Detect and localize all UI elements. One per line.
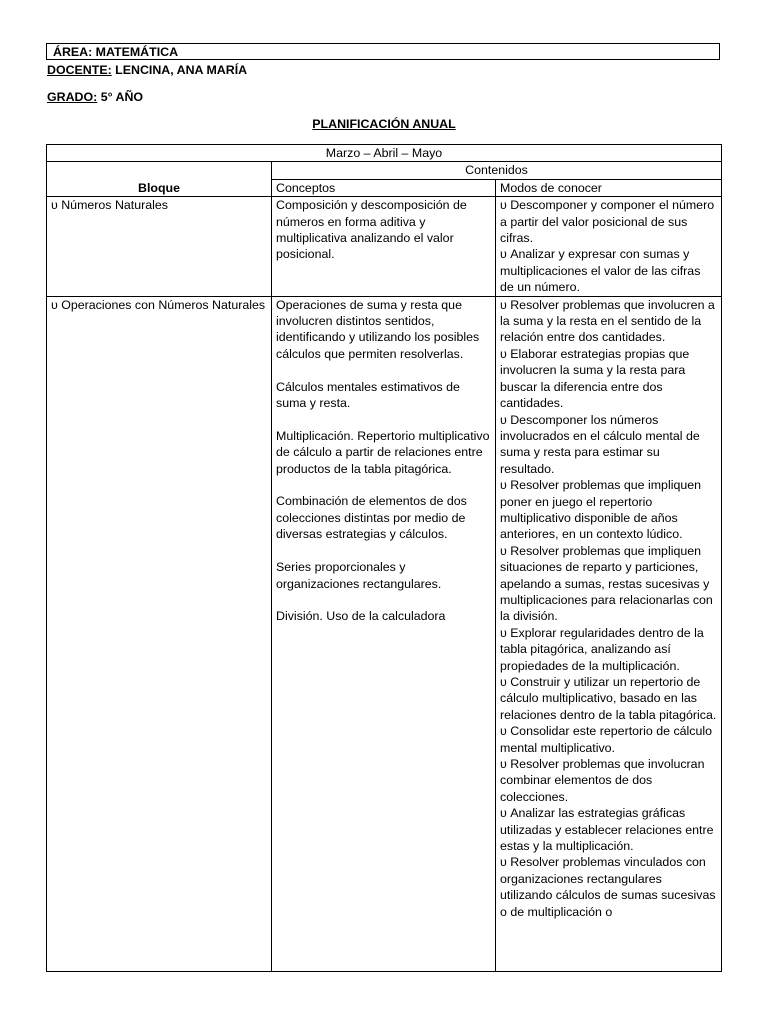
bullet-icon: υ xyxy=(500,412,507,427)
grado-line xyxy=(47,90,143,104)
area-text: ÁREA: MATEMÁTICA xyxy=(53,45,179,59)
modo-item: υ Analizar las estrategias gráficas utilizadas y establecer relaciones entre estas y la multiplicación. xyxy=(500,806,714,854)
grado-label: GRADO: xyxy=(47,90,98,104)
bullet-icon: υ xyxy=(500,297,507,312)
table-row xyxy=(47,197,722,296)
header-contenidos: Contenidos xyxy=(272,162,722,179)
bullet-icon: υ xyxy=(500,478,507,493)
period-cell: Marzo – Abril – Mayo xyxy=(47,145,722,162)
bullet-icon: υ xyxy=(500,198,507,213)
header-conceptos: Conceptos xyxy=(272,179,496,196)
bullet-icon: υ xyxy=(500,346,507,361)
docente-line xyxy=(47,63,247,77)
bullet-icon: υ xyxy=(500,625,507,640)
conceptos-cell xyxy=(272,197,496,296)
bullet-icon: υ xyxy=(500,724,507,739)
bloque-label: Números Naturales xyxy=(61,198,168,213)
modos-cell xyxy=(496,197,722,296)
concepto-item: Composición y descomposición de números en forma aditiva y multiplicativa analizando el valor posicional. xyxy=(276,198,467,262)
concepto-item: Combinación de elementos de dos colecciones distintas por medio de diversas estrategias y cálculos. xyxy=(276,494,467,542)
bullet-icon: υ xyxy=(500,675,507,689)
modo-item: υ Descomponer los números involucrados en el cálculo mental de suma y resta para estimar su resultado. xyxy=(500,412,700,476)
modos-cell xyxy=(496,296,722,971)
header-bloque: Bloque xyxy=(47,162,272,197)
bloque-cell xyxy=(47,197,272,296)
table-row xyxy=(47,296,722,971)
modo-item: υ Elaborar estrategias propias que involucren la suma y la resta para buscar la diferencia entre dos cantidades. xyxy=(500,346,690,411)
concepto-item: Operaciones de suma y resta que involucren distintos sentidos, identificando y utilizando los posibles cálculos que permiten resolverlas. xyxy=(276,297,480,361)
modo-item: υ Analizar y expresar con sumas y multiplicaciones el valor de las cifras de un número. xyxy=(500,247,701,295)
docente-label: DOCENTE: xyxy=(47,63,112,77)
bullet-icon: υ xyxy=(500,855,507,870)
concepto-item: División. Uso de la calculadora xyxy=(276,609,446,624)
modo-item: υ Descomponer y componer el número a partir del valor posicional de sus cifras. xyxy=(500,198,715,246)
modo-item: υ Resolver problemas que impliquen poner en juego el repertorio multiplicativo disponible de años anteriores, en un contexto lúdico. xyxy=(500,478,702,542)
concepto-item: Series proporcionales y organizaciones rectangulares. xyxy=(276,560,442,591)
bloque-label: Operaciones con Números Naturales xyxy=(61,297,266,312)
header-modos: Modos de conocer xyxy=(496,179,722,196)
planning-table xyxy=(46,144,722,972)
bullet-icon: υ xyxy=(500,543,507,558)
modo-item: υ Consolidar este repertorio de cálculo mental multiplicativo. xyxy=(500,724,713,755)
docente-value: LENCINA, ANA MARÍA xyxy=(111,63,248,77)
modo-item: υ Resolver problemas vinculados con organizaciones rectangulares utilizando cálculos de sumas sucesivas o de multiplicación o xyxy=(500,855,716,919)
area-field xyxy=(46,43,720,60)
bullet-icon: υ xyxy=(500,757,507,772)
bullet-icon: υ xyxy=(51,198,58,213)
modo-item: υ Construir y utilizar un repertorio de cálculo multiplicativo, basado en las relaciones dentro de la tabla pitagórica. xyxy=(500,675,717,722)
modo-item: υ Resolver problemas que involucran combinar elementos de dos colecciones. xyxy=(500,757,705,804)
modo-item: υ Resolver problemas que involucren a la suma y la resta en el sentido de la relación entre dos cantidades. xyxy=(500,297,715,345)
bullet-icon: υ xyxy=(500,806,507,821)
bullet-icon: υ xyxy=(500,247,507,262)
document-title: PLANIFICACIÓN ANUAL xyxy=(312,117,456,131)
bullet-icon: υ xyxy=(51,297,58,312)
period-row xyxy=(47,145,722,162)
concepto-item: Multiplicación. Repertorio multiplicativo de cálculo a partir de relaciones entre productos de la tabla pitagórica. xyxy=(276,428,490,476)
conceptos-cell xyxy=(272,296,496,971)
modo-item: υ Resolver problemas que impliquen situaciones de reparto y particiones, apelando a sumas, restas sucesivas y multiplicaciones para relacionarlas con la división. xyxy=(500,543,713,624)
grado-value: 5° AÑO xyxy=(97,90,144,104)
modo-item: υ Explorar regularidades dentro de la tabla pitagórica, analizando así propiedades de la multiplicación. xyxy=(500,625,704,673)
bloque-cell xyxy=(47,296,272,971)
concepto-item: Cálculos mentales estimativos de suma y resta. xyxy=(276,379,460,411)
contenidos-row xyxy=(47,162,722,179)
